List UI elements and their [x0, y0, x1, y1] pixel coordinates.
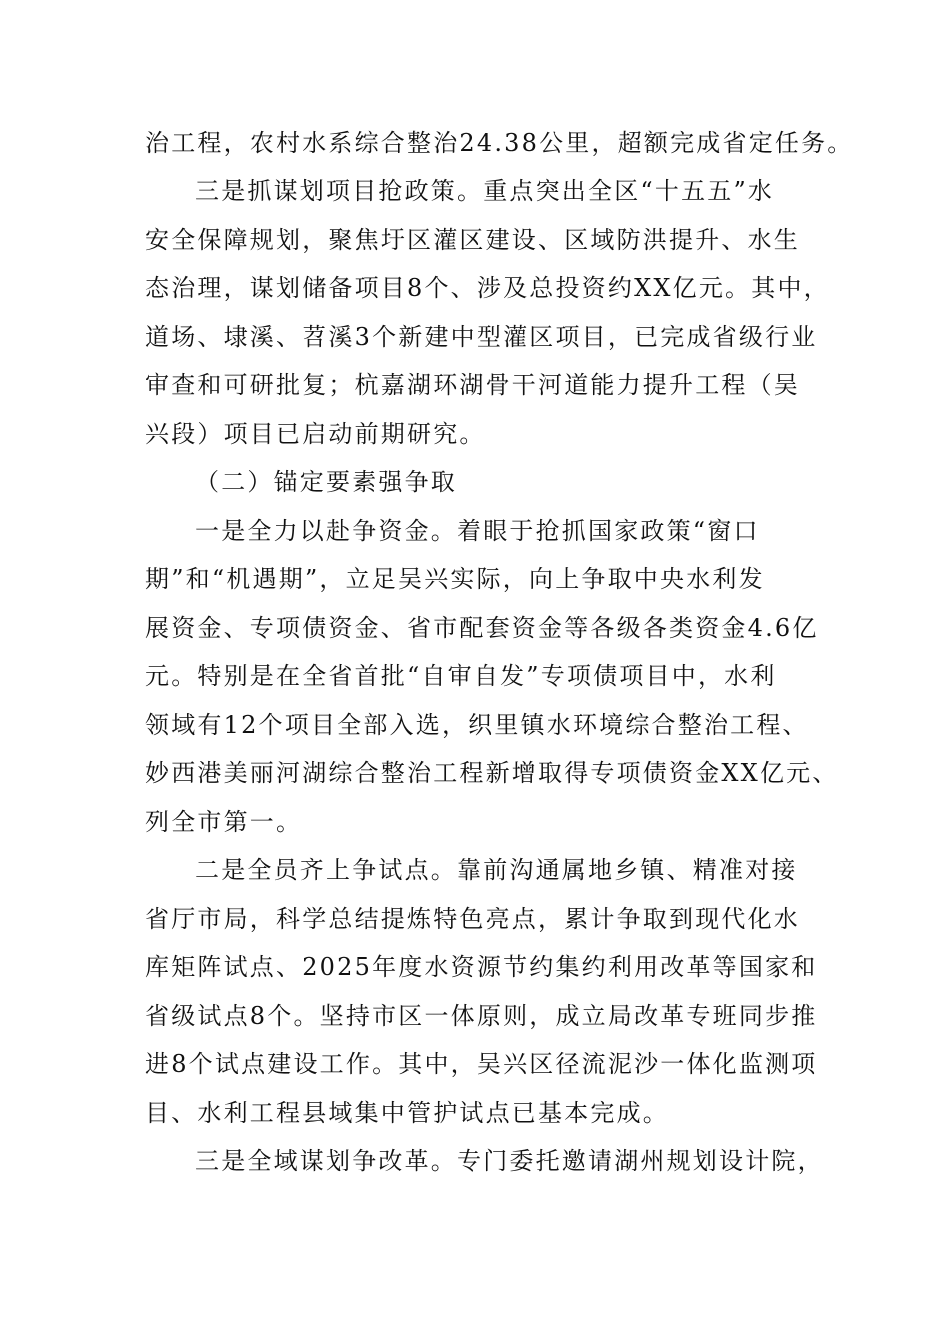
- paragraph-line: 三是抓谋划项目抢政策。重点突出全区“十五五”水: [195, 177, 775, 205]
- paragraph-line: 二是全员齐上争试点。靠前沟通属地乡镇、精准对接: [195, 856, 798, 884]
- paragraph-line: 妙西港美丽河湖综合整治工程新增取得专项债资金XX亿元、: [145, 759, 839, 787]
- paragraph-line: 领域有12个项目全部入选，织里镇水环境综合整治工程、: [145, 711, 809, 739]
- paragraph-line: 期”和“机遇期”，立足吴兴实际，向上争取中央水利发: [145, 565, 765, 593]
- paragraph-line: 一是全力以赴争资金。着眼于抢抓国家政策“窗口: [195, 517, 760, 545]
- paragraph-line: 进8个试点建设工作。其中，吴兴区径流泥沙一体化监测项: [145, 1050, 818, 1078]
- paragraph-line: 元。特别是在全省首批“自审自发”专项债项目中，水利: [145, 662, 777, 690]
- paragraph-line: 展资金、专项债资金、省市配套资金等各级各类资金4.6亿: [145, 614, 819, 642]
- paragraph-line: 道场、埭溪、苕溪3个新建中型灌区项目，已完成省级行业: [145, 323, 818, 351]
- paragraph-line: 治工程，农村水系综合整治24.38公里，超额完成省定任务。: [145, 129, 854, 157]
- paragraph-line: 目、水利工程县域集中管护试点已基本完成。: [145, 1099, 669, 1127]
- section-heading: （二）锚定要素强争取: [195, 468, 457, 496]
- paragraph-line: 三是全域谋划争改革。专门委托邀请湖州规划设计院，: [195, 1147, 824, 1175]
- paragraph-line: 态治理，谋划储备项目8个、涉及总投资约XX亿元。其中，: [145, 274, 830, 302]
- paragraph-line: 审查和可研批复；杭嘉湖环湖骨干河道能力提升工程（吴: [145, 371, 800, 399]
- paragraph-line: 兴段）项目已启动前期研究。: [145, 420, 486, 448]
- paragraph-line: 列全市第一。: [145, 808, 303, 836]
- paragraph-line: 省厅市局，科学总结提炼特色亮点，累计争取到现代化水: [145, 905, 800, 933]
- paragraph-line: 省级试点8个。坚持市区一体原则，成立局改革专班同步推: [145, 1002, 818, 1030]
- paragraph-line: 安全保障规划，聚焦圩区灌区建设、区域防洪提升、水生: [145, 226, 800, 254]
- paragraph-line: 库矩阵试点、2025年度水资源节约集约利用改革等国家和: [145, 953, 818, 981]
